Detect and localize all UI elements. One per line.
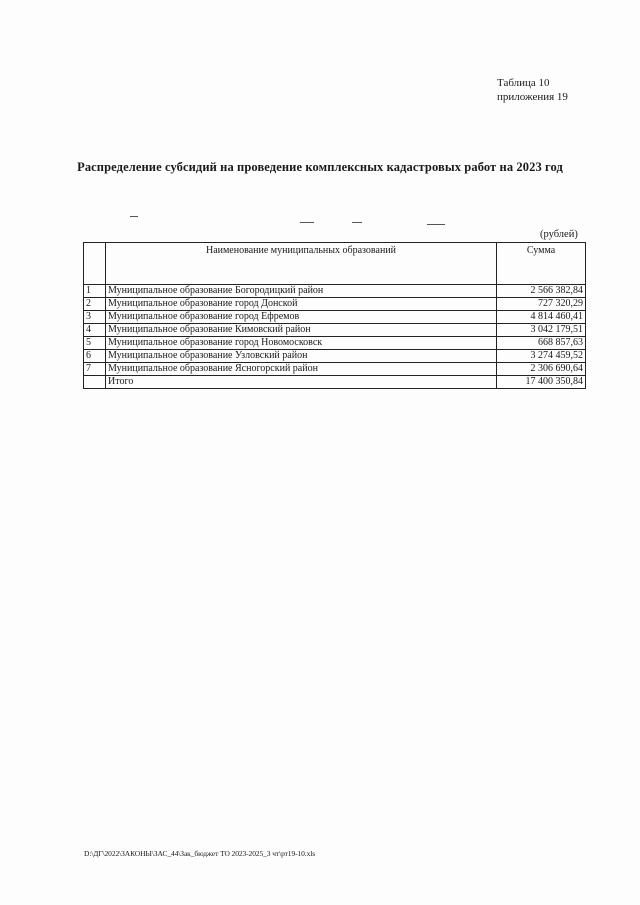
row-number: 2 <box>84 298 106 311</box>
row-sum: 3 274 459,52 <box>497 350 586 363</box>
row-name: Муниципальное образование Кимовский район <box>106 324 497 337</box>
row-number: 1 <box>84 285 106 298</box>
scan-mark <box>300 222 314 223</box>
table-row <box>84 337 586 350</box>
table-row <box>84 285 586 298</box>
row-sum: 668 857,63 <box>497 337 586 350</box>
row-number: 7 <box>84 363 106 376</box>
document-title: Распределение субсидий на проведение комплексных кадастровых работ на 2023 год <box>77 160 563 174</box>
file-path-footer: D:\ДГ\2022\ЗАКОНЫ\ЗАС_44\Зак_бюджет ТО 2023-2025_3 чт\рт19-10.xls <box>84 849 316 858</box>
table-row <box>84 363 586 376</box>
row-number: 3 <box>84 311 106 324</box>
table-header-row <box>84 243 586 285</box>
header-sum-cell: Сумма <box>497 243 586 285</box>
subsidy-table <box>83 242 586 389</box>
table-number-label: Таблица 10 <box>497 77 550 89</box>
row-name: Муниципальное образование город Донской <box>106 298 497 311</box>
row-name: Муниципальное образование Богородицкий район <box>106 285 497 298</box>
total-sum: 17 400 350,84 <box>497 376 586 389</box>
table-row <box>84 311 586 324</box>
scan-mark <box>427 224 445 225</box>
units-label: (рублей) <box>540 229 578 240</box>
table-total-row <box>84 376 586 389</box>
appendix-label: приложения 19 <box>497 91 568 103</box>
row-sum: 727 320,29 <box>497 298 586 311</box>
row-number: 4 <box>84 324 106 337</box>
row-name: Муниципальное образование Узловский район <box>106 350 497 363</box>
row-sum: 4 814 460,41 <box>497 311 586 324</box>
total-number-cell <box>84 376 106 389</box>
row-sum: 2 306 690,64 <box>497 363 586 376</box>
row-name: Муниципальное образование Ясногорский район <box>106 363 497 376</box>
table-row <box>84 324 586 337</box>
row-name: Муниципальное образование город Новомосковск <box>106 337 497 350</box>
table-row <box>84 298 586 311</box>
row-number: 6 <box>84 350 106 363</box>
scan-mark <box>352 222 362 223</box>
row-sum: 3 042 179,51 <box>497 324 586 337</box>
header-number-cell <box>84 243 106 285</box>
row-sum: 2 566 382,84 <box>497 285 586 298</box>
header-name-cell: Наименование муниципальных образований <box>106 243 497 285</box>
scan-mark <box>130 216 138 217</box>
table-reference <box>497 76 568 104</box>
table-row <box>84 350 586 363</box>
row-number: 5 <box>84 337 106 350</box>
row-name: Муниципальное образование город Ефремов <box>106 311 497 324</box>
total-label: Итого <box>106 376 497 389</box>
